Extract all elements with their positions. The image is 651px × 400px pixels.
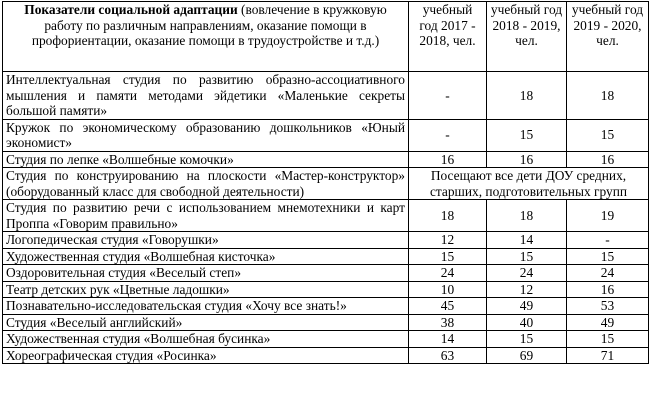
count-cell-year-2: 12 xyxy=(487,281,567,298)
table-row xyxy=(3,248,649,265)
count-cell-year-2: 14 xyxy=(487,232,567,249)
header-year-2019: учебный год 2019 - 2020, чел. xyxy=(567,2,649,72)
count-cell-year-3: 24 xyxy=(567,265,649,282)
activity-name: Познавательно-исследовательская студия «Хочу все знать!» xyxy=(3,298,409,315)
count-cell-year-3: 16 xyxy=(567,281,649,298)
activity-name: Логопедическая студия «Говорушки» xyxy=(3,232,409,249)
header-year-2017: учебный год 2017 - 2018, чел. xyxy=(409,2,487,72)
table-row xyxy=(3,119,649,151)
count-cell-year-1: - xyxy=(409,119,487,151)
header-indicators-bold: Показатели социальной адаптации xyxy=(24,2,238,17)
merged-attendance-note: Посещают все дети ДОУ средних, старших, подготовительных групп xyxy=(409,168,649,200)
count-cell-year-1: 24 xyxy=(409,265,487,282)
table-row xyxy=(3,331,649,348)
count-cell-year-3: 19 xyxy=(567,200,649,232)
count-cell-year-3: 18 xyxy=(567,72,649,120)
table-body xyxy=(3,72,649,364)
count-cell-year-2: 18 xyxy=(487,200,567,232)
activity-name: Оздоровительная студия «Веселый степ» xyxy=(3,265,409,282)
table-row xyxy=(3,200,649,232)
activity-name: Студия по развитию речи с использованием мнемотехники и карт Проппа «Говорим правильно» xyxy=(3,200,409,232)
activity-name: Театр детских рук «Цветные ладошки» xyxy=(3,281,409,298)
count-cell-year-1: 45 xyxy=(409,298,487,315)
table-row xyxy=(3,151,649,168)
count-cell-year-2: 69 xyxy=(487,347,567,364)
activity-name: Художественная студия «Волшебная бусинка» xyxy=(3,331,409,348)
table-row xyxy=(3,265,649,282)
count-cell-year-2: 18 xyxy=(487,72,567,120)
table-header xyxy=(3,2,649,72)
count-cell-year-3: - xyxy=(567,232,649,249)
activity-name: Художественная студия «Волшебная кисточка» xyxy=(3,248,409,265)
count-cell-year-2: 40 xyxy=(487,314,567,331)
table-row xyxy=(3,347,649,364)
count-cell-year-1: 14 xyxy=(409,331,487,348)
count-cell-year-2: 15 xyxy=(487,119,567,151)
table-row xyxy=(3,72,649,120)
header-indicators-rest: (вовлечение в кружковую работу по различным направлениям, оказание помощи в профориентации, оказание помощи в трудоустройстве и т.д.) xyxy=(31,2,387,48)
activity-name: Студия по конструированию на плоскости «Мастер-конструктор» (оборудованный класс для свободной деятельности) xyxy=(3,168,409,200)
table-row xyxy=(3,314,649,331)
table-row xyxy=(3,168,649,200)
count-cell-year-1: 10 xyxy=(409,281,487,298)
count-cell-year-2: 24 xyxy=(487,265,567,282)
activity-name: Хореографическая студия «Росинка» xyxy=(3,347,409,364)
count-cell-year-3: 15 xyxy=(567,331,649,348)
count-cell-year-2: 16 xyxy=(487,151,567,168)
count-cell-year-3: 15 xyxy=(567,119,649,151)
activity-name: Кружок по экономическому образованию дошкольников «Юный экономист» xyxy=(3,119,409,151)
count-cell-year-3: 16 xyxy=(567,151,649,168)
table-row xyxy=(3,232,649,249)
activity-name: Интеллектуальная студия по развитию образно-ассоциативного мышления и памяти методами эйдетики «Маленькие секреты большой памяти» xyxy=(3,72,409,120)
count-cell-year-3: 53 xyxy=(567,298,649,315)
count-cell-year-3: 15 xyxy=(567,248,649,265)
count-cell-year-1: - xyxy=(409,72,487,120)
count-cell-year-1: 63 xyxy=(409,347,487,364)
count-cell-year-1: 38 xyxy=(409,314,487,331)
count-cell-year-3: 71 xyxy=(567,347,649,364)
header-indicators xyxy=(3,2,409,72)
count-cell-year-1: 12 xyxy=(409,232,487,249)
activity-name: Студия по лепке «Волшебные комочки» xyxy=(3,151,409,168)
activity-name: Студия «Веселый английский» xyxy=(3,314,409,331)
header-year-2018: учебный год 2018 - 2019, чел. xyxy=(487,2,567,72)
social-adaptation-table xyxy=(2,1,649,364)
count-cell-year-1: 18 xyxy=(409,200,487,232)
header-row xyxy=(3,2,649,72)
count-cell-year-2: 15 xyxy=(487,331,567,348)
table-row xyxy=(3,298,649,315)
count-cell-year-1: 15 xyxy=(409,248,487,265)
table-row xyxy=(3,281,649,298)
count-cell-year-3: 49 xyxy=(567,314,649,331)
count-cell-year-1: 16 xyxy=(409,151,487,168)
count-cell-year-2: 15 xyxy=(487,248,567,265)
count-cell-year-2: 49 xyxy=(487,298,567,315)
